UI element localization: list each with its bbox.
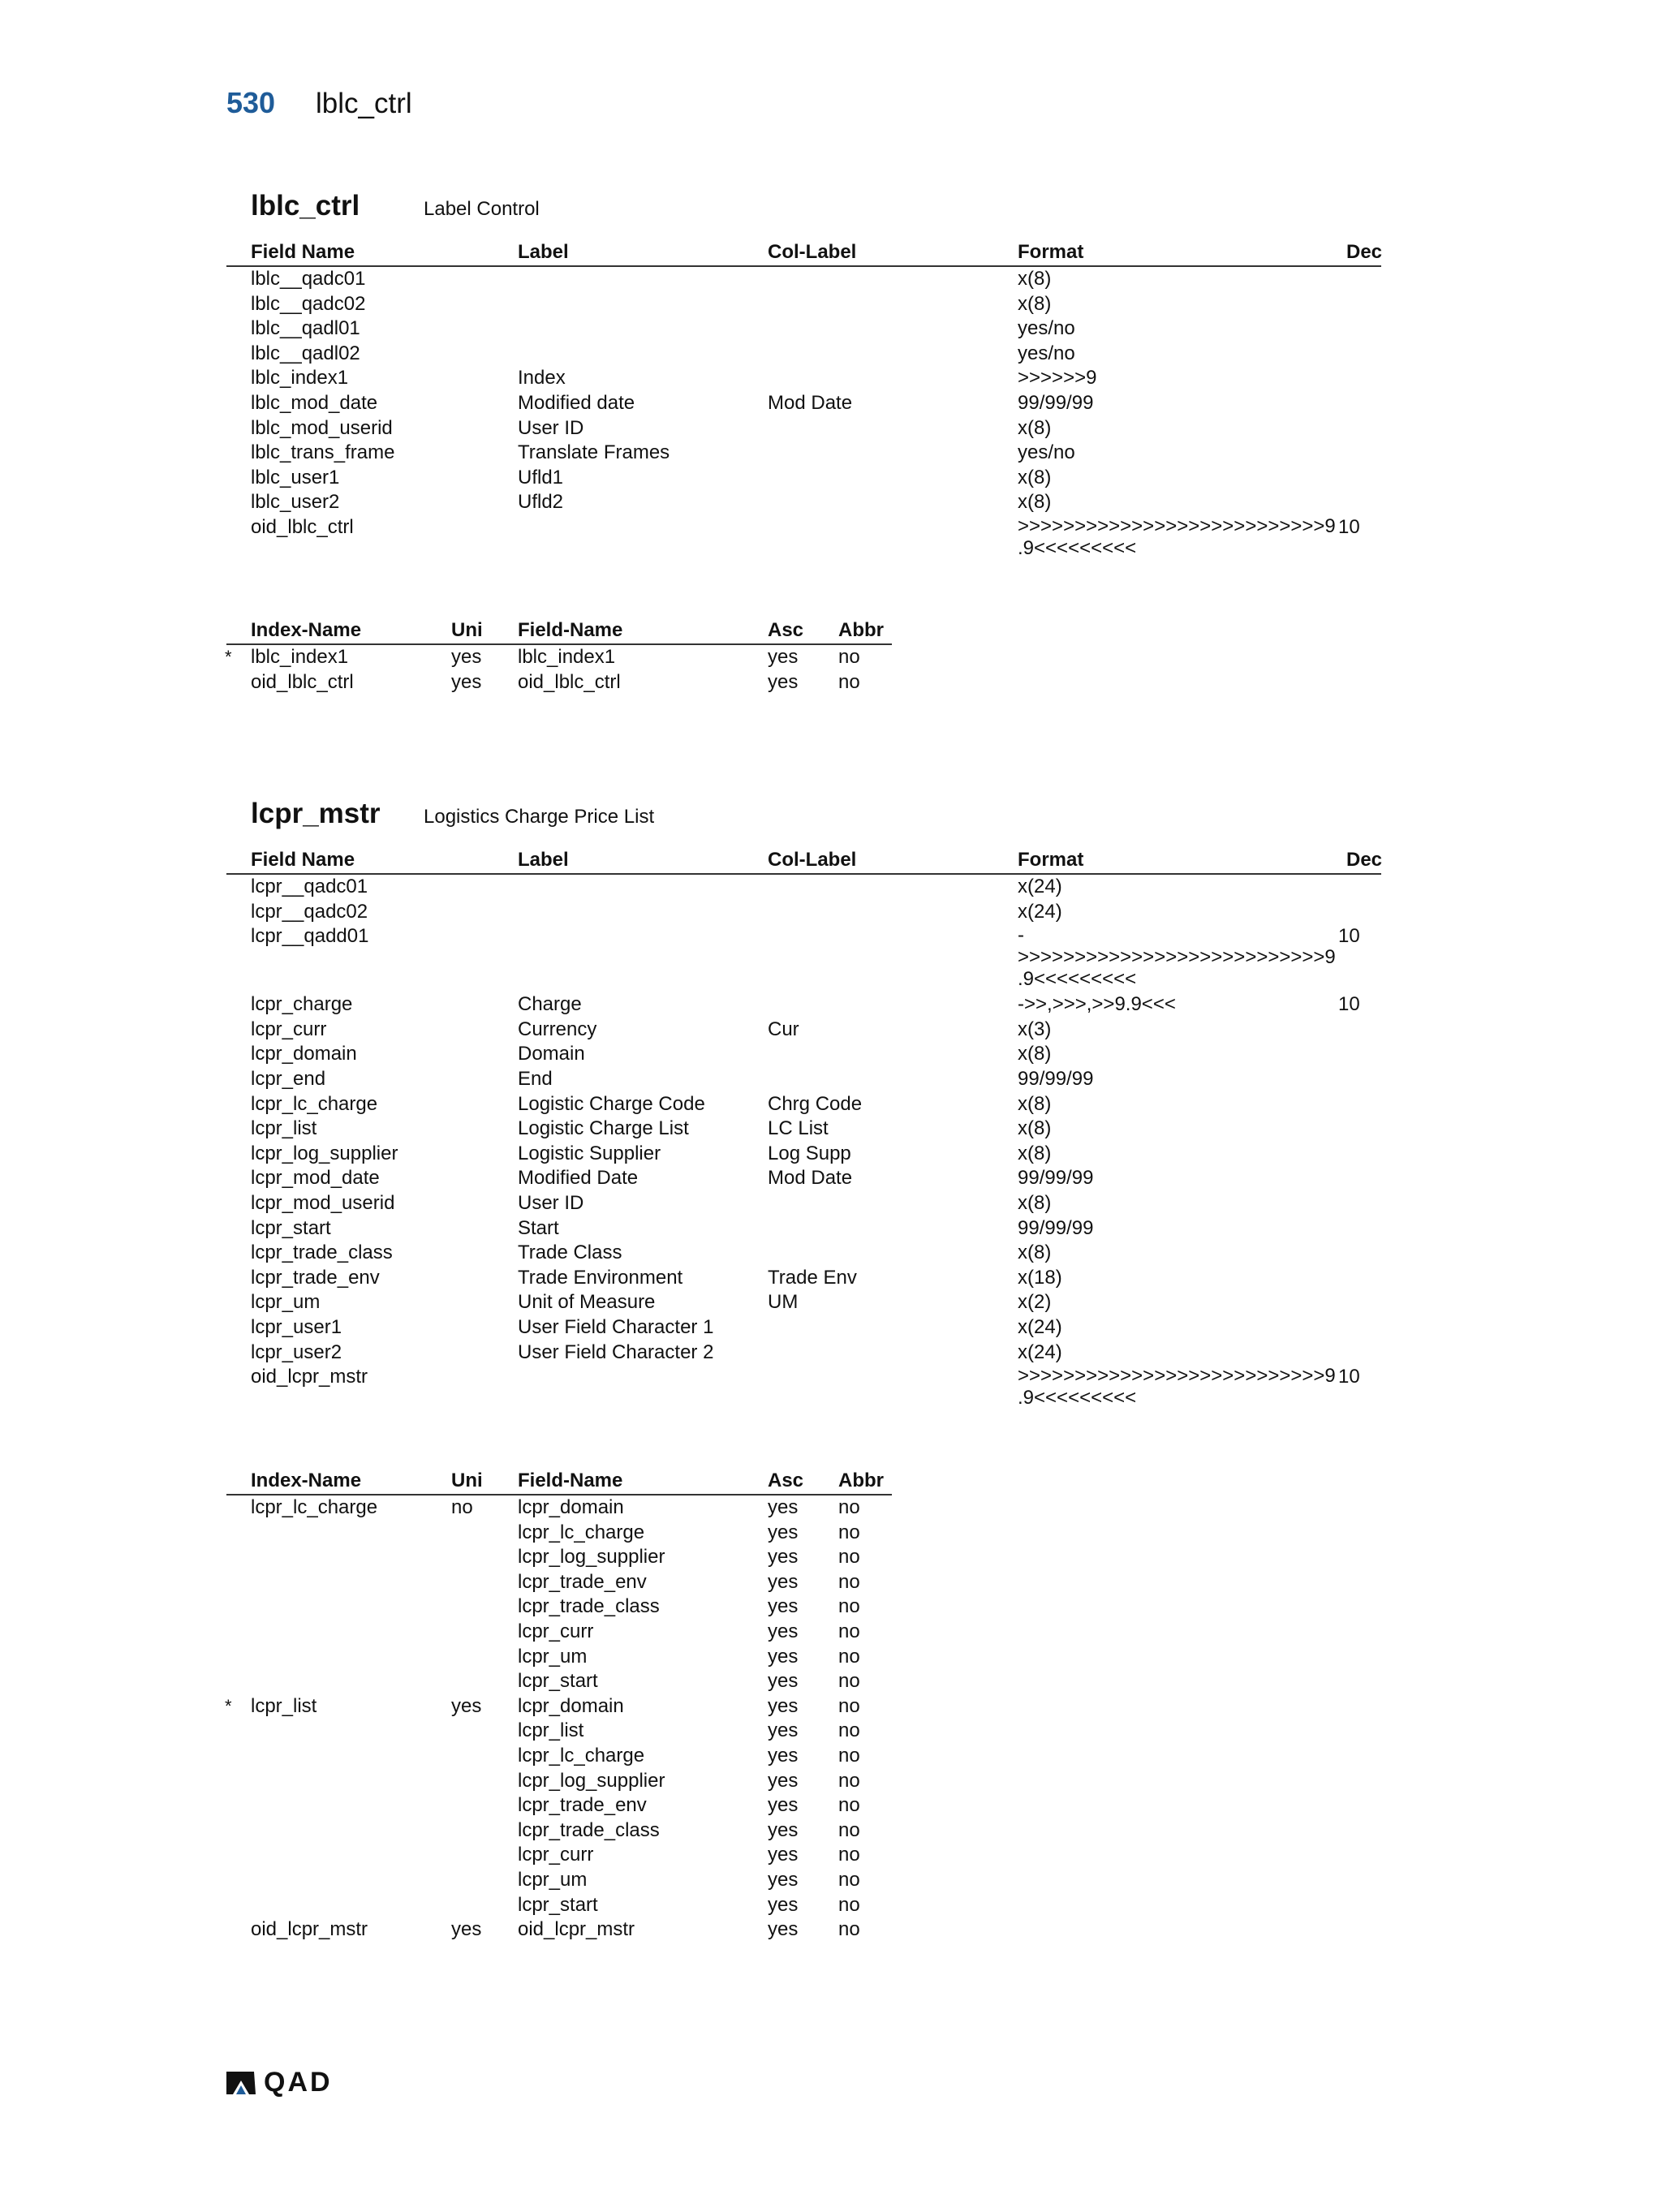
field-col-label: Chrg Code	[768, 1092, 863, 1115]
field-format: x(24)	[1018, 876, 1062, 897]
field-table-header	[226, 240, 1381, 267]
field-field: lcpr__qadc02	[251, 900, 368, 923]
index-field: lcpr_lc_charge	[518, 1744, 645, 1767]
index-asc: yes	[768, 1744, 799, 1767]
index-asc: yes	[768, 670, 799, 693]
index-table	[226, 618, 892, 695]
index-field: lcpr_log_supplier	[518, 1546, 665, 1569]
table-name: lcpr_mstr	[251, 798, 381, 829]
field-format: x(8)	[1018, 491, 1052, 514]
index-asc: yes	[768, 1794, 799, 1817]
index-uni: yes	[451, 670, 482, 693]
index-row	[226, 1669, 892, 1694]
index-asc: yes	[768, 1620, 799, 1642]
index-row	[226, 670, 892, 695]
field-label: Trade Class	[518, 1242, 622, 1264]
page-header	[226, 86, 412, 120]
field-format: x(2)	[1018, 1291, 1052, 1314]
field-row	[226, 416, 1381, 441]
field-row	[226, 515, 1381, 562]
index-row	[226, 1645, 892, 1670]
field-label: Modified Date	[518, 1167, 639, 1190]
index-table-header	[226, 618, 892, 645]
column-header-uni: Uni	[451, 619, 483, 641]
index-abbr: no	[838, 1496, 860, 1518]
index-asc: yes	[768, 1893, 799, 1916]
index-table-header	[226, 1469, 892, 1495]
index-field: lcpr_um	[518, 1645, 588, 1668]
column-header-asc: Asc	[768, 1470, 804, 1491]
field-format: x(18)	[1018, 1266, 1062, 1289]
field-format: 99/99/99	[1018, 1216, 1094, 1239]
index-abbr: no	[838, 646, 860, 668]
column-header-format: Format	[1018, 241, 1084, 263]
field-row	[226, 1315, 1381, 1341]
field-row	[226, 1266, 1381, 1291]
index-uni: no	[451, 1496, 473, 1518]
field-row	[226, 366, 1381, 391]
index-asc: yes	[768, 1844, 799, 1866]
field-field: lblc_mod_userid	[251, 416, 393, 439]
field-format: x(3)	[1018, 1018, 1052, 1040]
index-name: oid_lcpr_mstr	[251, 1918, 368, 1941]
index-asc: yes	[768, 1694, 799, 1717]
field-row	[226, 490, 1381, 515]
field-format: 99/99/99	[1018, 1067, 1094, 1090]
table-description: Label Control	[424, 198, 540, 220]
index-field: lcpr_trade_env	[518, 1794, 647, 1817]
field-row	[226, 292, 1381, 317]
field-format: yes/no	[1018, 342, 1075, 364]
field-row	[226, 875, 1381, 900]
index-abbr: no	[838, 1918, 860, 1941]
index-abbr: no	[838, 1818, 860, 1841]
primary-index-marker: *	[225, 647, 232, 667]
index-field: lcpr_start	[518, 1893, 598, 1916]
column-header-dec: Dec	[1346, 849, 1383, 871]
index-field: lcpr_start	[518, 1670, 598, 1693]
field-field: lcpr_domain	[251, 1043, 357, 1065]
index-row	[226, 645, 892, 670]
field-field: lcpr_start	[251, 1216, 331, 1239]
field-field: lcpr_curr	[251, 1018, 327, 1040]
index-abbr: no	[838, 1645, 860, 1668]
index-abbr: no	[838, 1893, 860, 1916]
index-abbr: no	[838, 1868, 860, 1891]
index-name: lblc_index1	[251, 646, 349, 668]
index-field: lcpr_curr	[518, 1620, 594, 1642]
field-format: x(8)	[1018, 268, 1052, 290]
field-row	[226, 1241, 1381, 1266]
field-field: lcpr_charge	[251, 993, 353, 1016]
index-asc: yes	[768, 1918, 799, 1941]
column-header-name: Index-Name	[251, 619, 362, 641]
index-row	[226, 1917, 892, 1943]
field-format: ->>,>>>,>>9.9<<<	[1018, 993, 1176, 1016]
page-number: 530	[226, 86, 276, 119]
index-field: lcpr_um	[518, 1868, 588, 1891]
field-label: Logistic Supplier	[518, 1142, 661, 1164]
field-row	[226, 1067, 1381, 1092]
index-row	[226, 1594, 892, 1620]
field-table-header	[226, 848, 1381, 875]
index-row	[226, 1893, 892, 1918]
index-row	[226, 1818, 892, 1844]
field-field: lblc_user2	[251, 491, 340, 514]
index-field: lcpr_trade_env	[518, 1570, 647, 1593]
index-abbr: no	[838, 1546, 860, 1569]
column-header-dec: Dec	[1346, 241, 1383, 263]
index-table	[226, 1469, 892, 1943]
field-field: oid_lblc_ctrl	[251, 515, 354, 538]
field-dec: 10	[1338, 1366, 1360, 1388]
field-row	[226, 342, 1381, 367]
field-format: yes/no	[1018, 317, 1075, 340]
page-header-title: lblc_ctrl	[316, 88, 412, 119]
field-format: 99/99/99	[1018, 1167, 1094, 1190]
table-name: lblc_ctrl	[251, 190, 360, 222]
index-field: lcpr_domain	[518, 1496, 624, 1518]
field-col-label: UM	[768, 1291, 799, 1314]
index-field: lcpr_trade_class	[518, 1595, 660, 1618]
qad-logo-icon	[225, 2069, 257, 2097]
index-asc: yes	[768, 1769, 799, 1792]
index-asc: yes	[768, 1546, 799, 1569]
field-format: >>>>>>>>>>>>>>>>>>>>>>>>>>>9 .9<<<<<<<<<	[1018, 514, 1336, 559]
field-row	[226, 1018, 1381, 1043]
column-header-field: Field Name	[251, 849, 355, 871]
field-format: >>>>>>>>>>>>>>>>>>>>>>>>>>>9 .9<<<<<<<<<	[1018, 1365, 1336, 1409]
field-col-label: Log Supp	[768, 1142, 851, 1164]
index-abbr: no	[838, 1794, 860, 1817]
field-label: Trade Environment	[518, 1266, 683, 1289]
index-abbr: no	[838, 1570, 860, 1593]
field-label: User Field Character 1	[518, 1315, 714, 1338]
field-field: lcpr_mod_date	[251, 1167, 380, 1190]
index-abbr: no	[838, 1844, 860, 1866]
column-header-label: Label	[518, 849, 569, 871]
field-format: >>>>>>9	[1018, 367, 1097, 389]
index-row	[226, 1793, 892, 1818]
field-format: yes/no	[1018, 441, 1075, 464]
field-field: lcpr_mod_userid	[251, 1191, 395, 1214]
field-field: lblc_index1	[251, 367, 349, 389]
field-row	[226, 316, 1381, 342]
field-field: lblc_trans_frame	[251, 441, 395, 464]
field-col-label: Mod Date	[768, 391, 853, 414]
index-name: lcpr_list	[251, 1694, 317, 1717]
field-label: Modified date	[518, 391, 635, 414]
index-row	[226, 1570, 892, 1595]
index-abbr: no	[838, 1694, 860, 1717]
field-row	[226, 900, 1381, 925]
field-row	[226, 1216, 1381, 1242]
table-title-lcpr-mstr	[251, 798, 654, 830]
field-row	[226, 992, 1381, 1018]
field-field: lcpr_lc_charge	[251, 1092, 378, 1115]
index-field: lcpr_trade_class	[518, 1818, 660, 1841]
column-header-name: Index-Name	[251, 1470, 362, 1491]
field-format: x(8)	[1018, 466, 1052, 488]
field-dec: 10	[1338, 515, 1360, 538]
field-row	[226, 1092, 1381, 1117]
field-label: Ufld1	[518, 466, 564, 488]
column-header-field: Field-Name	[518, 619, 623, 641]
field-field: lblc__qadl01	[251, 317, 360, 340]
field-field: lcpr_end	[251, 1067, 326, 1090]
index-uni: yes	[451, 646, 482, 668]
field-dec: 10	[1338, 993, 1360, 1016]
index-asc: yes	[768, 646, 799, 668]
field-label: Currency	[518, 1018, 597, 1040]
index-asc: yes	[768, 1868, 799, 1891]
field-format: x(8)	[1018, 1242, 1052, 1264]
field-format: x(8)	[1018, 1043, 1052, 1065]
index-field: lcpr_list	[518, 1719, 584, 1742]
field-row	[226, 1166, 1381, 1191]
field-label: Logistic Charge List	[518, 1117, 689, 1140]
field-col-label: Trade Env	[768, 1266, 857, 1289]
field-label: User ID	[518, 416, 584, 439]
index-field: lblc_index1	[518, 646, 616, 668]
index-field: oid_lblc_ctrl	[518, 670, 621, 693]
field-label: Start	[518, 1216, 559, 1239]
column-header-col-label: Col-Label	[768, 849, 857, 871]
field-field: lblc_user1	[251, 466, 340, 488]
column-header-format: Format	[1018, 849, 1084, 871]
field-field: lblc__qadc02	[251, 292, 366, 315]
field-label: Index	[518, 367, 566, 389]
field-row	[226, 924, 1381, 992]
index-asc: yes	[768, 1595, 799, 1618]
index-abbr: no	[838, 1744, 860, 1767]
index-row	[226, 1769, 892, 1794]
field-field: lcpr_user2	[251, 1341, 342, 1363]
index-asc: yes	[768, 1818, 799, 1841]
index-row	[226, 1868, 892, 1893]
field-row	[226, 1365, 1381, 1411]
field-label: Ufld2	[518, 491, 564, 514]
field-field: lblc_mod_date	[251, 391, 378, 414]
field-row	[226, 267, 1381, 292]
field-row	[226, 441, 1381, 466]
index-asc: yes	[768, 1719, 799, 1742]
field-label: User Field Character 2	[518, 1341, 714, 1363]
index-abbr: no	[838, 670, 860, 693]
field-format: x(8)	[1018, 292, 1052, 315]
field-format: x(8)	[1018, 1092, 1052, 1115]
index-asc: yes	[768, 1645, 799, 1668]
field-label: End	[518, 1067, 553, 1090]
field-format: x(8)	[1018, 1191, 1052, 1214]
index-name: lcpr_lc_charge	[251, 1496, 378, 1518]
index-row	[226, 1521, 892, 1546]
index-row	[226, 1843, 892, 1868]
column-header-uni: Uni	[451, 1470, 483, 1491]
index-row	[226, 1719, 892, 1744]
field-field: lcpr_trade_class	[251, 1242, 393, 1264]
field-format: - >>>>>>>>>>>>>>>>>>>>>>>>>>>9 .9<<<<<<<<<	[1018, 924, 1336, 991]
field-field: oid_lcpr_mstr	[251, 1366, 368, 1388]
index-field: lcpr_curr	[518, 1844, 594, 1866]
field-row	[226, 391, 1381, 416]
column-header-label: Label	[518, 241, 569, 263]
index-uni: yes	[451, 1918, 482, 1941]
field-field: lcpr_um	[251, 1291, 321, 1314]
field-format: x(8)	[1018, 1142, 1052, 1164]
index-uni: yes	[451, 1694, 482, 1717]
index-name: oid_lblc_ctrl	[251, 670, 354, 693]
index-row	[226, 1495, 892, 1521]
index-abbr: no	[838, 1769, 860, 1792]
index-abbr: no	[838, 1719, 860, 1742]
field-label: Charge	[518, 993, 582, 1016]
field-field: lcpr__qadd01	[251, 925, 369, 948]
column-header-col-label: Col-Label	[768, 241, 857, 263]
field-field: lcpr_log_supplier	[251, 1142, 398, 1164]
field-label: Translate Frames	[518, 441, 670, 464]
field-row	[226, 1341, 1381, 1366]
table-title-lblc-ctrl	[251, 190, 540, 222]
field-table	[226, 848, 1381, 1411]
index-asc: yes	[768, 1521, 799, 1543]
index-row	[226, 1744, 892, 1769]
field-field: lcpr__qadc01	[251, 876, 368, 897]
field-label: User ID	[518, 1191, 584, 1214]
field-field: lcpr_list	[251, 1117, 317, 1140]
field-format: 99/99/99	[1018, 391, 1094, 414]
field-row	[226, 466, 1381, 491]
column-header-abbr: Abbr	[838, 619, 884, 641]
index-abbr: no	[838, 1670, 860, 1693]
index-abbr: no	[838, 1620, 860, 1642]
index-abbr: no	[838, 1595, 860, 1618]
field-col-label: Cur	[768, 1018, 799, 1040]
table-description: Logistics Charge Price List	[424, 806, 655, 828]
field-format: x(8)	[1018, 416, 1052, 439]
field-label: Logistic Charge Code	[518, 1092, 705, 1115]
index-field: oid_lcpr_mstr	[518, 1918, 635, 1941]
index-asc: yes	[768, 1570, 799, 1593]
field-col-label: Mod Date	[768, 1167, 853, 1190]
index-row	[226, 1694, 892, 1719]
field-format: x(24)	[1018, 1315, 1062, 1338]
column-header-abbr: Abbr	[838, 1470, 884, 1491]
field-format: x(8)	[1018, 1117, 1052, 1140]
field-field: lblc__qadl02	[251, 342, 360, 364]
field-field: lcpr_user1	[251, 1315, 342, 1338]
field-dec: 10	[1338, 925, 1360, 948]
index-asc: yes	[768, 1496, 799, 1518]
index-row	[226, 1620, 892, 1645]
field-row	[226, 1142, 1381, 1167]
field-label: Unit of Measure	[518, 1291, 656, 1314]
qad-logo	[225, 2067, 333, 2098]
index-abbr: no	[838, 1521, 860, 1543]
logo-text: QAD	[264, 2067, 333, 2098]
primary-index-marker: *	[225, 1695, 232, 1716]
column-header-field: Field-Name	[518, 1470, 623, 1491]
field-table	[226, 240, 1381, 562]
index-row	[226, 1545, 892, 1570]
column-header-asc: Asc	[768, 619, 804, 641]
field-row	[226, 1191, 1381, 1216]
column-header-field: Field Name	[251, 241, 355, 263]
index-field: lcpr_domain	[518, 1694, 624, 1717]
index-asc: yes	[768, 1670, 799, 1693]
field-row	[226, 1117, 1381, 1142]
field-field: lblc__qadc01	[251, 268, 366, 290]
field-format: x(24)	[1018, 1341, 1062, 1363]
field-field: lcpr_trade_env	[251, 1266, 380, 1289]
field-row	[226, 1290, 1381, 1315]
index-field: lcpr_lc_charge	[518, 1521, 645, 1543]
field-col-label: LC List	[768, 1117, 829, 1140]
field-label: Domain	[518, 1043, 585, 1065]
field-row	[226, 1042, 1381, 1067]
field-format: x(24)	[1018, 900, 1062, 923]
index-field: lcpr_log_supplier	[518, 1769, 665, 1792]
